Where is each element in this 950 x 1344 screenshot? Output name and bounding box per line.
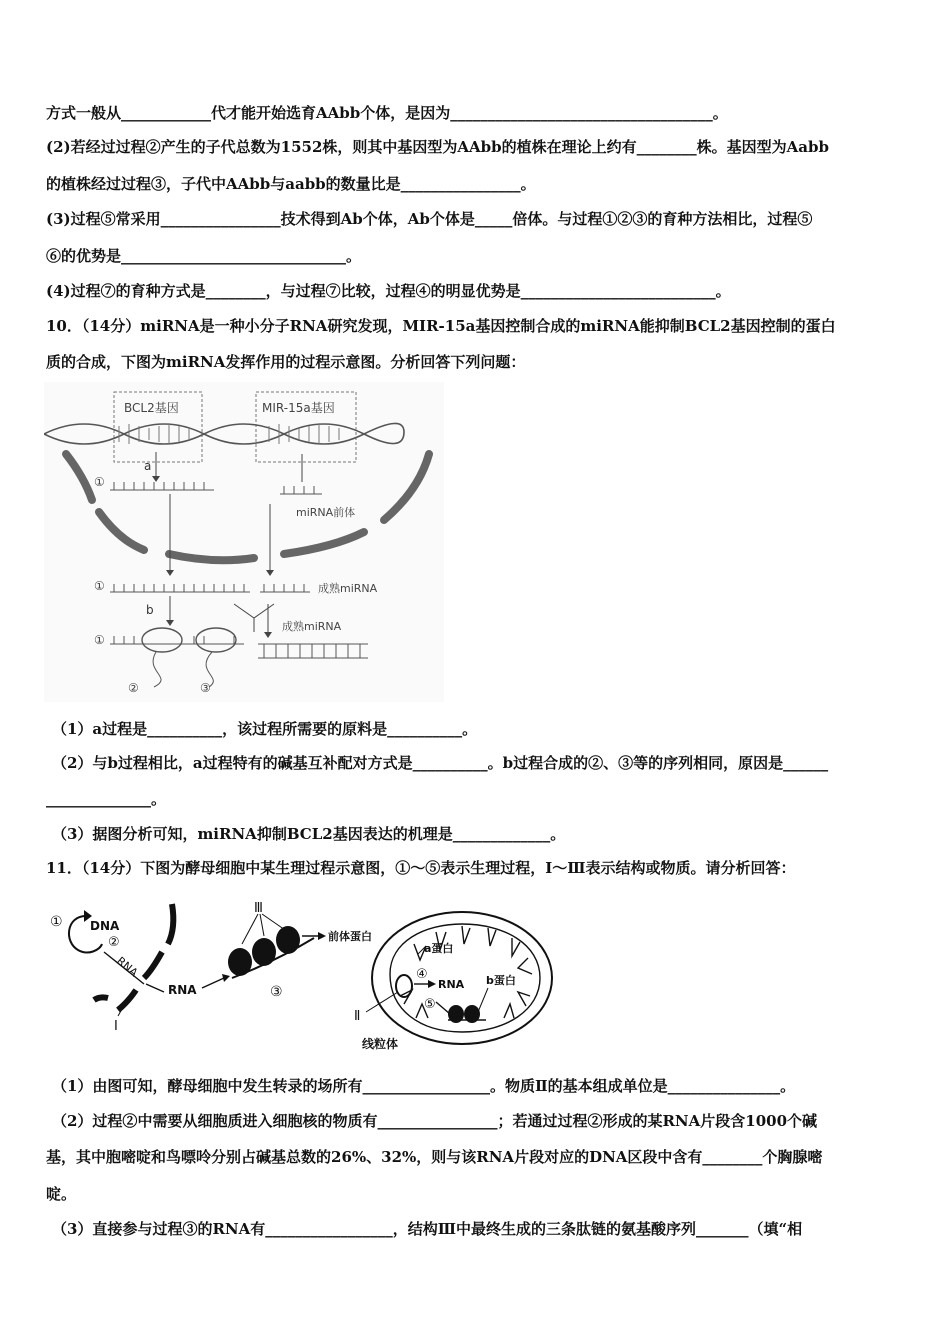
q10-stem-1: 10．（14分）miRNA是一种小分子RNA研究发现，MIR-15a基因控制合成的miRNA能抑制BCL2基因控制的蛋白	[46, 317, 836, 335]
q11-sub-1: （1）由图可知，酵母细胞中发生转录的场所有_________________。物质Ⅱ的基本组成单位是_______________。	[52, 1077, 796, 1095]
label-n4: ④	[416, 967, 428, 982]
peptide-label-3: ③	[200, 681, 211, 695]
label-n5: ⑤	[424, 997, 436, 1012]
mito-ribosome-1	[448, 1005, 464, 1023]
mito-rna-label: RNA	[438, 978, 465, 991]
yeast-process-figure	[44, 892, 564, 1054]
bcl2-gene-label: BCL2基因	[124, 401, 179, 415]
q11-sub-2c: 啶。	[46, 1185, 77, 1203]
nuclear-membrane-segment-4	[94, 997, 108, 1000]
q11-sub-2b: 基，其中胞嘧啶和鸟嘌呤分别占碱基总数的26%、32%，则与该RNA片段对应的DNA区段中含有________个胸腺嘧	[46, 1148, 823, 1166]
q9-line-3: 的植株经过过程③，子代中AAbb与aabb的数量比是________________。	[46, 175, 536, 193]
q9-line-5: ⑥的优势是______________________________。	[46, 247, 362, 265]
process-b-label: b	[146, 603, 154, 617]
precursor-protein-label: 前体蛋白	[328, 930, 372, 943]
nuclear-membrane-segment-3	[118, 990, 136, 1010]
ribosome-b	[252, 938, 276, 966]
dna-label: DNA	[90, 919, 120, 933]
q10-sub-2b: ______________。	[46, 790, 167, 808]
ribosome-a	[228, 948, 252, 976]
q11-sub-2a: （2）过程②中需要从细胞质进入细胞核的物质有________________；若通过过程②形成的某RNA片段含1000个碱	[52, 1112, 818, 1130]
label-1-top: ①	[94, 475, 105, 489]
mature-mirna-label-2: 成熟miRNA	[282, 620, 342, 633]
q11-sub-3: （3）直接参与过程③的RNA有_________________，结构Ⅲ中最终生成的三条肽链的氨基酸序列_______（填“相	[52, 1220, 803, 1238]
q11-stem: 11．（14分）下图为酵母细胞中某生理过程示意图，①～⑤表示生理过程，Ⅰ～Ⅲ表示结构或物质。请分析回答：	[46, 859, 796, 877]
q9-line-2: (2)若经过过程②产生的子代总数为1552株，则其中基因型为AAbb的植株在理论上约有________株。基因型为Aabb	[46, 138, 829, 156]
structure-I-label: Ⅰ	[114, 1019, 118, 1034]
label-n2: ②	[108, 935, 120, 950]
mitochondrion-label: 线粒体	[362, 1037, 399, 1051]
nuclear-membrane-segment-1	[168, 904, 173, 944]
mirna-precursor-label: miRNA前体	[296, 506, 356, 519]
label-1-mid: ①	[94, 579, 105, 593]
mature-mirna-label-1: 成熟miRNA	[318, 582, 378, 595]
process-a-label: a	[144, 459, 152, 473]
label-n1: ①	[50, 914, 63, 930]
label-n3: ③	[270, 984, 283, 1000]
q10-sub-3: （3）据图分析可知，miRNA抑制BCL2基因表达的机理是_____________。	[52, 825, 566, 843]
structure-II-label: Ⅱ	[354, 1009, 361, 1024]
label-1-bottom: ①	[94, 633, 105, 647]
q9-line-1: 方式一般从____________代才能开始选育AAbb个体，是因为___________________________________。	[46, 104, 728, 122]
mito-ribosome-2	[464, 1005, 480, 1023]
q10-stem-2: 质的合成，下图为miRNA发挥作用的过程示意图。分析回答下列问题：	[46, 353, 526, 371]
b-protein-label: b蛋白	[486, 974, 516, 987]
nuclear-membrane-segment-2	[144, 952, 162, 978]
q10-sub-2a: （2）与b过程相比，a过程特有的碱基互补配对方式是__________。b过程合成的②、③等的序列相同，原因是______	[52, 754, 829, 772]
q10-sub-1: （1）a过程是__________，该过程所需要的原料是__________。	[52, 720, 478, 738]
rna-diagonal-label: RNA	[114, 954, 141, 980]
q9-line-4: (3)过程⑤常采用________________技术得到Ab个体，Ab个体是_____倍体。与过程①②③的育种方法相比，过程⑤	[46, 210, 813, 228]
mirna-figure	[44, 382, 444, 702]
q9-line-6: (4)过程⑦的育种方式是________，与过程⑦比较，过程④的明显优势是__________________________。	[46, 282, 731, 300]
structure-III-label: Ⅲ	[254, 901, 263, 916]
a-protein-label: a蛋白	[424, 942, 454, 955]
mir-gene-label: MIR-15a基因	[262, 401, 335, 415]
peptide-label-2: ②	[128, 681, 139, 695]
ribosome-c	[276, 926, 300, 954]
rna-label: RNA	[168, 983, 197, 997]
